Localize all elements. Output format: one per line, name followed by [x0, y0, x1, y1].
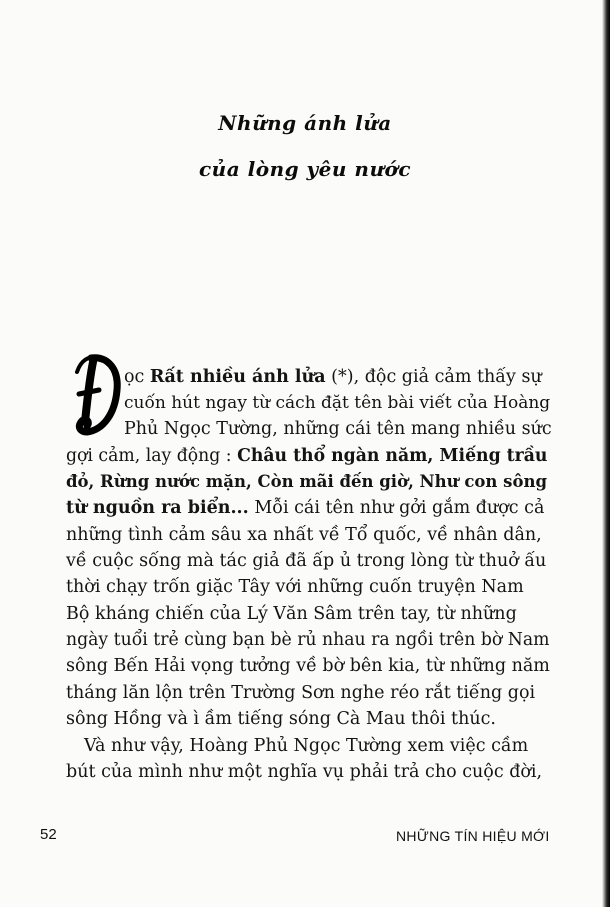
body-line: thời chạy trốn giặc Tây với những cuốn truyện Nam: [66, 577, 524, 597]
body-line: gợi cảm, lay động : Châu thổ ngàn năm, Miếng trầu: [66, 446, 548, 466]
body-line: Phủ Ngọc Tường, những cái tên mang nhiều sức: [124, 419, 552, 439]
body-line: những tình cảm sâu xa nhất về Tổ quốc, về nhân dân,: [66, 525, 542, 545]
body-line: về cuộc sống mà tác giả đã ấp ủ trong lòng từ thuở ấu: [66, 551, 547, 571]
body-line: bút của mình như một nghĩa vụ phải trả cho cuộc đời,: [66, 762, 543, 782]
body-line: ọc Rất nhiều ánh lửa (*), độc giả cảm thấy sự: [124, 367, 542, 387]
running-footer-title: NHỮNG TÍN HIỆU MỚI: [396, 828, 550, 844]
body-line: sông Bến Hải vọng tưởng về bờ bên kia, từ những năm: [66, 656, 550, 676]
body-line: từ nguồn ra biển... Mỗi cái tên như gởi gắm được cả: [66, 498, 545, 518]
chapter-title-line-2: của lòng yêu nước: [198, 157, 411, 181]
body-line: ngày tuổi trẻ cùng bạn bè rủ nhau ra ngồi trên bờ Nam: [66, 630, 550, 650]
body-line: sông Hồng và ì ầm tiếng sóng Cà Mau thôi thúc.: [66, 709, 496, 729]
body-line: Bộ kháng chiến của Lý Văn Sâm trên tay, từ những: [66, 604, 517, 624]
body-line: tháng lăn lộn trên Trường Sơn nghe réo rắt tiếng gọi: [66, 683, 536, 703]
body-line: đỏ, Rừng nước mặn, Còn mãi đến giờ, Như con sông: [66, 472, 547, 491]
drop-cap-letter: [73, 352, 121, 436]
body-line: cuốn hút ngay từ cách đặt tên bài viết của Hoàng: [124, 393, 551, 413]
page-number: 52: [40, 826, 57, 843]
chapter-title-line-1: Những ánh lửa: [218, 111, 392, 135]
body-line: Và như vậy, Hoàng Phủ Ngọc Tường xem việc cầm: [84, 736, 529, 756]
